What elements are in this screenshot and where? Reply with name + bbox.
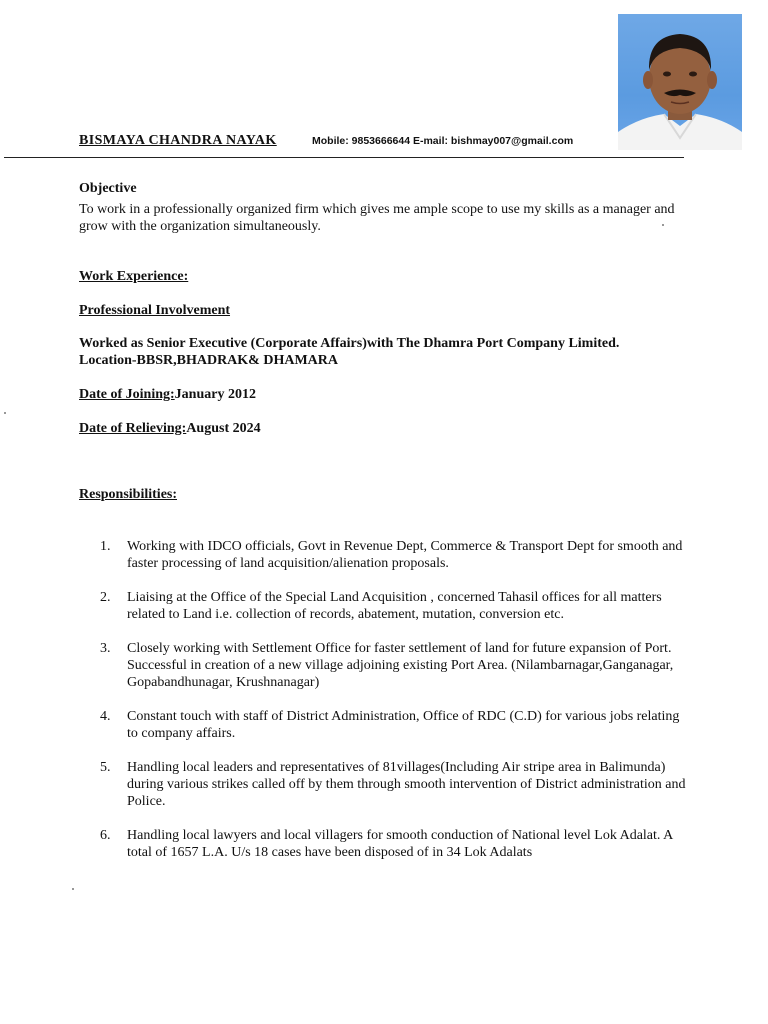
relieving-date-label: Date of Relieving: — [79, 421, 187, 436]
relieving-date-value: August 2024 — [186, 421, 261, 436]
list-text: Closely working with Settlement Office for faster settlement of land for future expansion of Port. Successful in creation of a new village adjoining existing Port Area. (Nilambarnagar,Ganganagar, Gopabandhunagar, Krushnanagar) — [127, 641, 674, 690]
person-portrait — [618, 14, 742, 150]
list-item — [100, 708, 700, 742]
list-text: Handling local leaders and representatives of 81villages(Including Air stripe area in Balimunda) during various strikes called off by them through smooth intervention of District administration and Police. — [127, 760, 686, 809]
profile-photo — [618, 14, 742, 150]
list-item — [100, 640, 700, 691]
responsibilities-heading: Responsibilities: — [79, 487, 178, 502]
candidate-name: BISMAYA CHANDRA NAYAK — [79, 133, 277, 148]
relieving-date — [79, 421, 261, 437]
work-experience-heading: Work Experience: — [79, 269, 189, 284]
list-number: 1. — [100, 539, 111, 554]
list-text: Liaising at the Office of the Special Land Acquisition , concerned Tahasil offices for all matters related to Land i.e. collection of records, abatement, mutation, conversion etc. — [127, 590, 662, 622]
list-text: Handling local lawyers and local villagers for smooth conduction of National level Lok Adalat. A total of 1657 L.A. U/s 18 cases have been disposed of in 34 Lok Adalats — [127, 828, 673, 860]
list-text: Constant touch with staff of District Administration, Office of RDC (C.D) for various jobs relating to company affairs. — [127, 709, 680, 741]
contact-info: Mobile: 9853666644 E-mail: bishmay007@gmail.com — [312, 135, 574, 147]
scan-speck — [4, 412, 6, 414]
professional-involvement-heading: Professional Involvement — [79, 303, 231, 318]
role-description: Worked as Senior Executive (Corporate Affairs)with The Dhamra Port Company Limited. — [79, 336, 620, 351]
scan-speck — [662, 224, 664, 226]
list-number: 5. — [100, 760, 111, 775]
joining-date — [79, 387, 256, 403]
role-location: Location-BBSR,BHADRAK& DHAMARA — [79, 353, 338, 368]
objective-heading: Objective — [79, 181, 137, 196]
objective-text: To work in a professionally organized firm which gives me ample scope to use my skills as a manager and grow with the organization simultaneously. — [79, 202, 675, 234]
list-item — [100, 589, 700, 623]
joining-date-value: January 2012 — [174, 387, 256, 402]
list-item — [100, 827, 700, 861]
list-number: 2. — [100, 590, 111, 605]
scan-speck — [72, 888, 74, 890]
list-number: 3. — [100, 641, 111, 656]
list-item — [100, 538, 700, 572]
responsibilities-list — [100, 538, 700, 878]
list-number: 4. — [100, 709, 111, 724]
joining-date-label: Date of Joining: — [79, 387, 175, 402]
list-item — [100, 759, 700, 810]
list-text: Working with IDCO officials, Govt in Revenue Dept, Commerce & Transport Dept for smooth and faster processing of land acquisition/alienation proposals. — [127, 539, 683, 571]
header-divider — [4, 157, 684, 158]
list-number: 6. — [100, 828, 111, 843]
